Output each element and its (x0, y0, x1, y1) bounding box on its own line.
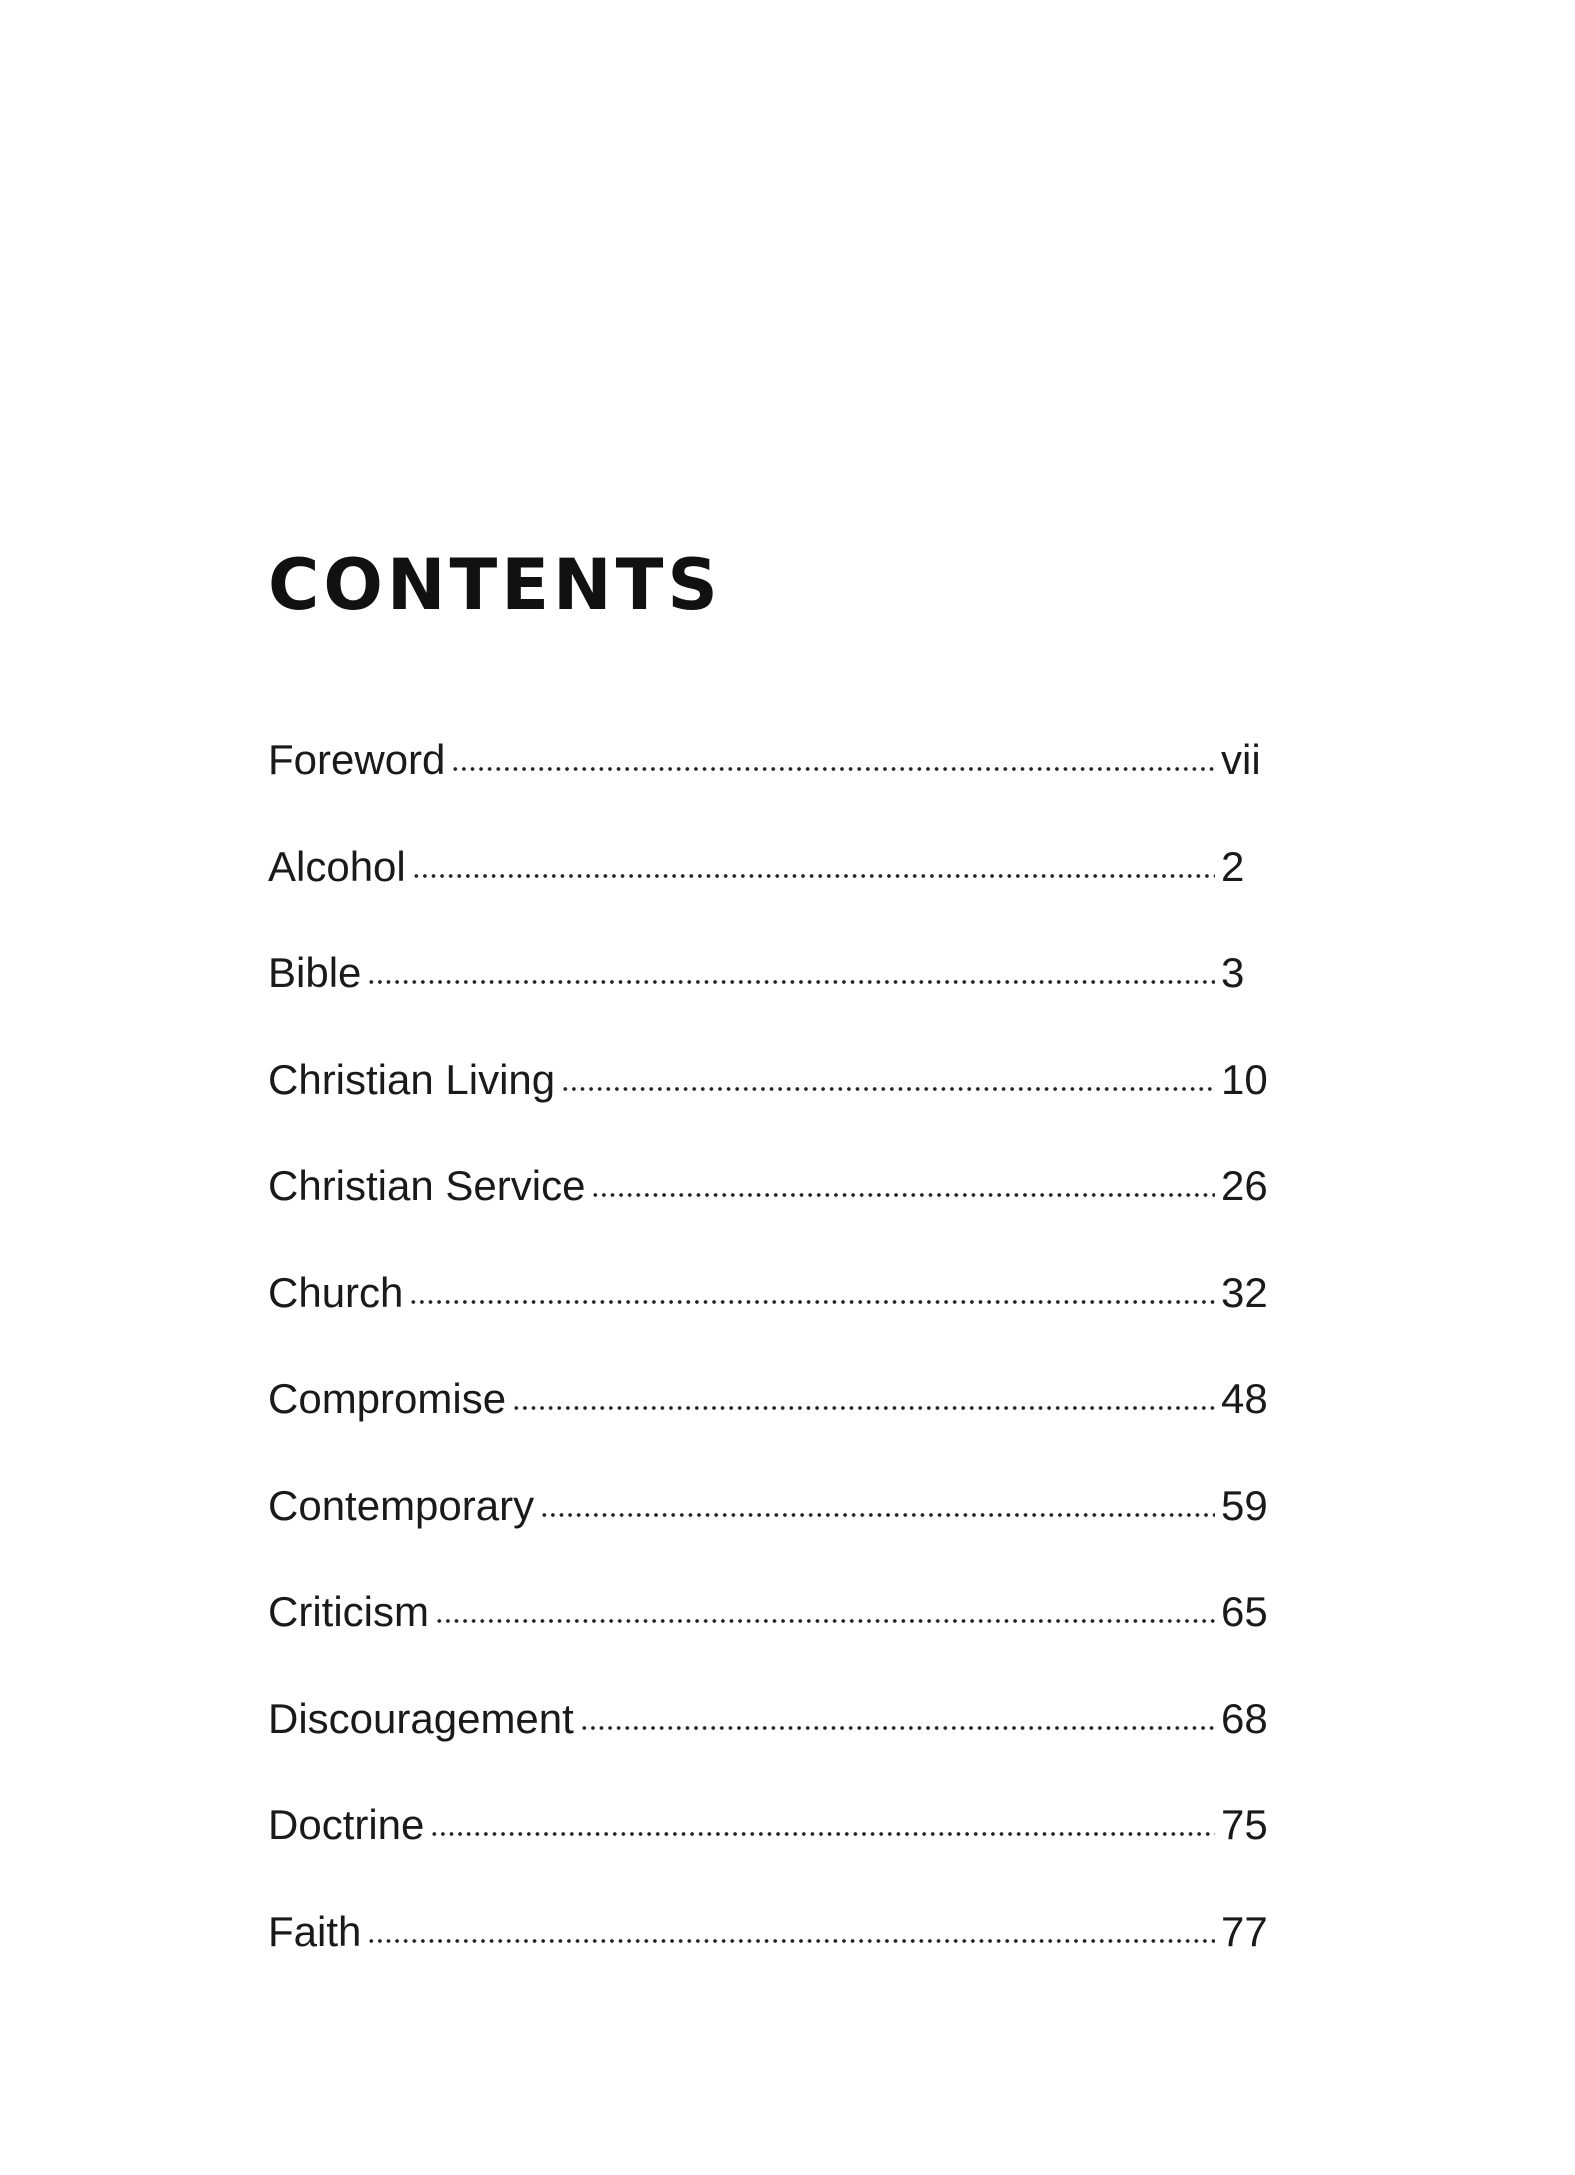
toc-entry-page-number: 2 (1221, 842, 1245, 890)
toc-entry-christian-service[interactable] (268, 1156, 1273, 1263)
toc-entry-page-number: 10 (1221, 1055, 1268, 1103)
dot-leader (561, 1086, 1215, 1092)
toc-entry-label: Christian Living (268, 1055, 556, 1103)
toc-entry-discouragement[interactable] (268, 1689, 1273, 1796)
toc-entry-label: Church (268, 1268, 404, 1316)
toc-entry-foreword[interactable] (268, 730, 1273, 837)
dot-leader (367, 1938, 1215, 1944)
toc-entry-page-number: 32 (1221, 1268, 1268, 1316)
toc-entry-christian-living[interactable] (268, 1050, 1273, 1157)
toc-entry-label: Faith (268, 1907, 362, 1955)
toc-entry-page-number: 77 (1221, 1907, 1268, 1955)
toc-entry-page-number: 59 (1221, 1481, 1268, 1529)
toc-entry-page-number: 65 (1221, 1588, 1268, 1635)
toc-entry-label: Foreword (268, 736, 446, 783)
page-title: CONTENTS (268, 544, 722, 626)
toc-entry-page-number: 48 (1221, 1375, 1268, 1422)
dot-leader (580, 1725, 1215, 1731)
dot-leader (540, 1512, 1215, 1518)
dot-leader (430, 1831, 1215, 1837)
dot-leader (591, 1192, 1215, 1198)
dot-leader (367, 979, 1215, 985)
toc-entry-compromise[interactable] (268, 1369, 1273, 1476)
toc-entry-contemporary[interactable] (268, 1476, 1273, 1583)
toc-entry-page-number: 68 (1221, 1694, 1268, 1742)
toc-entry-label: Doctrine (268, 1801, 425, 1848)
toc-entry-criticism[interactable] (268, 1582, 1273, 1689)
toc-entry-label: Alcohol (268, 842, 406, 890)
toc-entry-label: Bible (268, 949, 362, 996)
toc-entry-label: Compromise (268, 1375, 507, 1422)
toc-entry-page-number: 26 (1221, 1162, 1268, 1209)
toc-entry-label: Criticism (268, 1588, 429, 1635)
toc-entry-label: Christian Service (268, 1162, 586, 1209)
dot-leader (451, 766, 1215, 772)
toc-entry-alcohol[interactable] (268, 837, 1273, 944)
dot-leader (412, 873, 1215, 879)
toc-entry-bible[interactable] (268, 943, 1273, 1050)
dot-leader (435, 1618, 1215, 1624)
dot-leader (409, 1299, 1215, 1305)
toc-entry-label: Contemporary (268, 1481, 535, 1529)
toc-entry-church[interactable] (268, 1263, 1273, 1370)
table-of-contents (268, 730, 1273, 2008)
dot-leader (512, 1405, 1215, 1411)
toc-entry-label: Discouragement (268, 1694, 574, 1742)
toc-entry-page-number: vii (1221, 736, 1261, 783)
toc-entry-faith[interactable] (268, 1902, 1273, 2009)
toc-entry-page-number: 75 (1221, 1801, 1268, 1848)
toc-entry-page-number: 3 (1221, 949, 1245, 996)
toc-entry-doctrine[interactable] (268, 1795, 1273, 1902)
